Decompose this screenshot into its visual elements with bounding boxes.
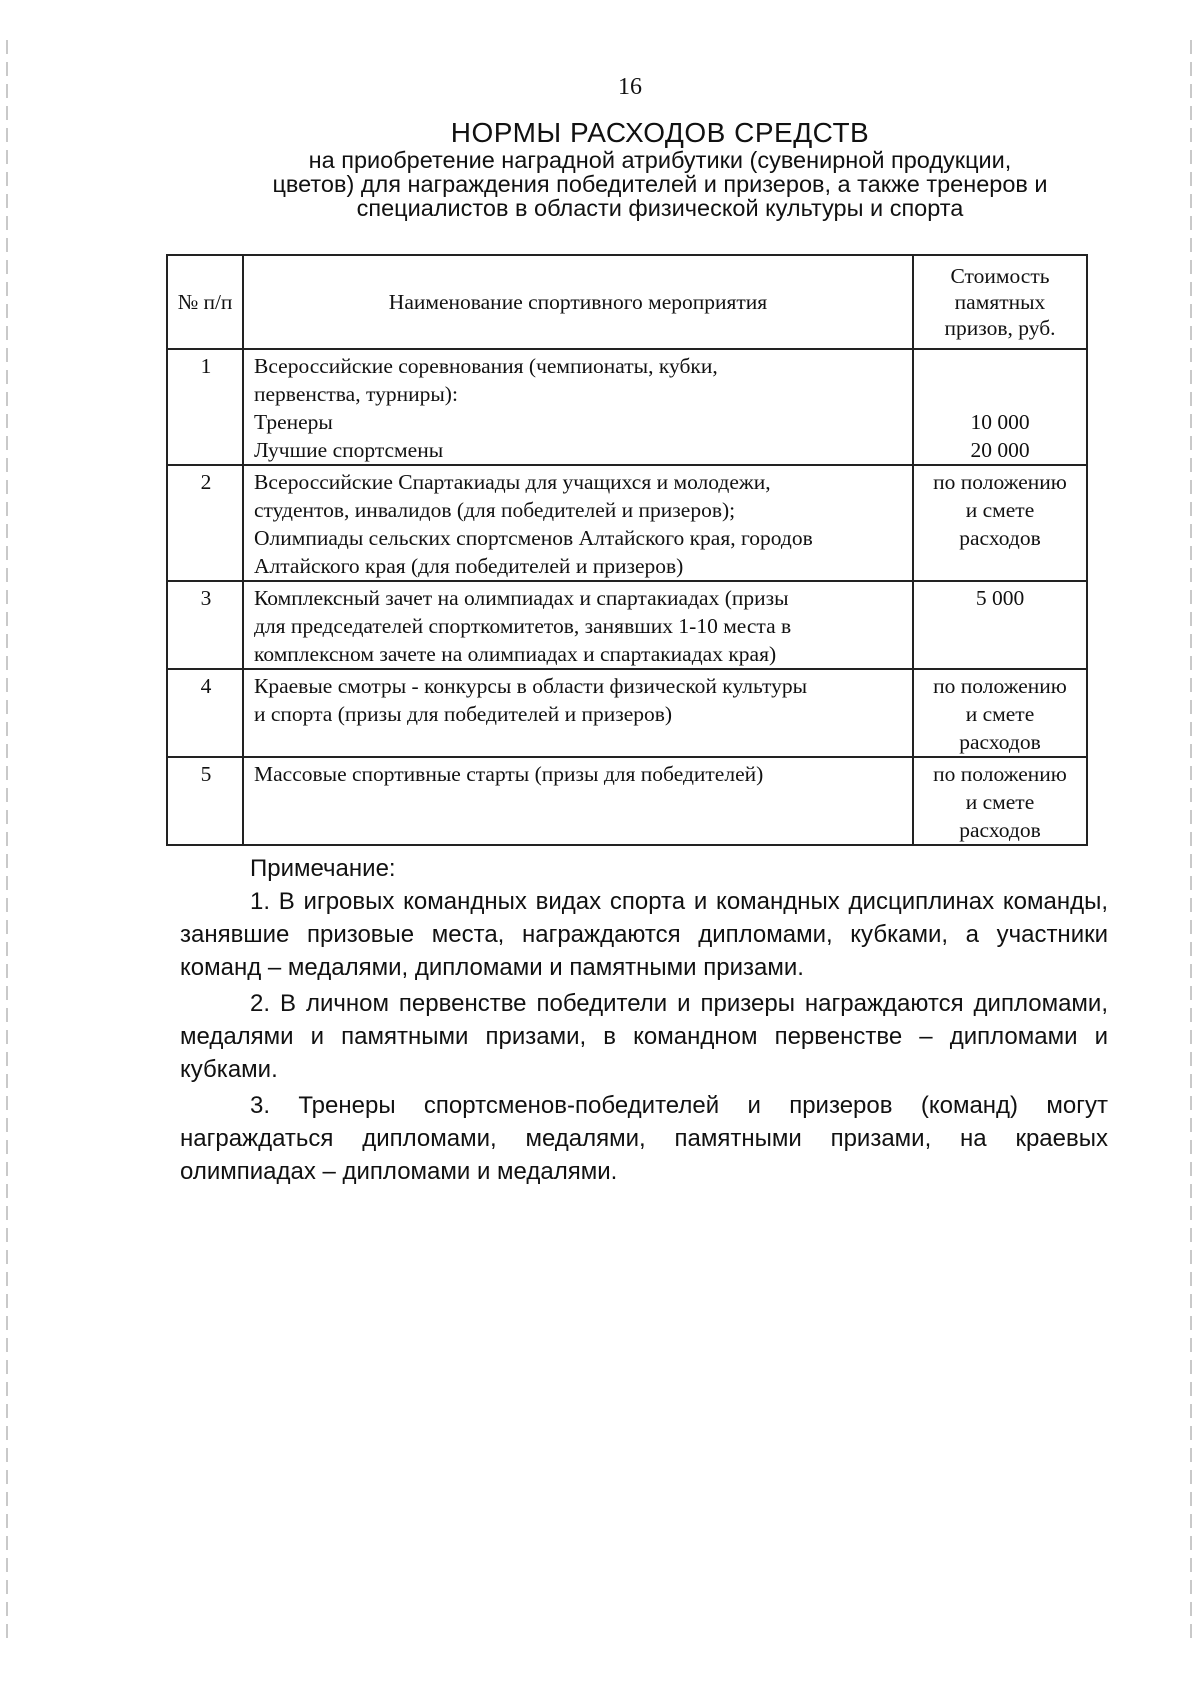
scan-edge-left [6, 40, 8, 1640]
event-name-line: Олимпиады сельских спортсменов Алтайского края, городов [254, 526, 813, 550]
document-subtitle-line: на приобретение наградной атрибутики (сувенирной продукции, [308, 147, 1012, 173]
cost-line: по положению [933, 674, 1067, 698]
table-header-row [167, 255, 1087, 349]
event-name-line: Всероссийские Спартакиады для учащихся и молодежи, [254, 470, 771, 494]
document-title: НОРМЫ РАСХОДОВ СРЕДСТВ [450, 117, 870, 148]
note-item: 3. Тренеры спортсменов-победителей и призеров (команд) могут награждаться дипломами, медалями, памятными призами, на краевых олимпиадах – дипломами и медалями. [180, 1092, 1108, 1185]
cost-line: по положению [933, 762, 1067, 786]
event-name-line: Тренеры [254, 410, 333, 434]
page-number: 16 [618, 74, 642, 100]
header-cost-line: памятных [954, 290, 1046, 314]
event-name-line: Массовые спортивные старты (призы для победителей) [254, 762, 764, 786]
row-number: 3 [167, 581, 243, 669]
cost-line: расходов [959, 526, 1041, 550]
scan-edge-right [1190, 40, 1192, 1640]
event-name-line: Лучшие спортсмены [254, 438, 444, 462]
cost-line: расходов [959, 818, 1041, 842]
row-cost [913, 349, 1087, 465]
event-name-line: Всероссийские соревнования (чемпионаты, кубки, [254, 354, 718, 378]
row-cost [913, 669, 1087, 757]
event-name-line: Комплексный зачет на олимпиадах и спартакиадах (призы [254, 586, 789, 610]
header-number: № п/п [167, 255, 243, 349]
header-cost-line: призов, руб. [944, 316, 1056, 340]
row-event-name [243, 669, 913, 757]
cost-line: и смете [965, 702, 1035, 726]
cost-line: расходов [959, 730, 1041, 754]
event-name-line: для председателей спорткомитетов, занявших 1-10 места в [254, 614, 792, 638]
table-row [167, 349, 1087, 465]
document-heading [230, 118, 1090, 220]
row-number: 4 [167, 669, 243, 757]
cost-line: 5 000 [975, 586, 1025, 610]
cost-line: по положению [933, 470, 1067, 494]
row-number: 5 [167, 757, 243, 845]
cost-line: 20 000 [970, 438, 1030, 462]
table-row [167, 465, 1087, 581]
row-cost [913, 581, 1087, 669]
header-event-name: Наименование спортивного мероприятия [243, 255, 913, 349]
cost-line: и смете [965, 790, 1035, 814]
table-row [167, 757, 1087, 845]
notes-title: Примечание: [250, 855, 396, 882]
notes-section [180, 852, 1108, 1191]
cost-line: и смете [965, 498, 1035, 522]
row-cost [913, 757, 1087, 845]
header-cost [913, 255, 1087, 349]
cost-line: 10 000 [970, 410, 1030, 434]
table-row [167, 669, 1087, 757]
note-item: 1. В игровых командных видах спорта и командных дисциплинах команды, занявшие призовые места, награждаются дипломами, кубками, а участники команд – медалями, дипломами и памятными призами. [180, 888, 1108, 981]
note-item: 2. В личном первенстве победители и призеры награждаются дипломами, медалями и памятными призами, в командном первенстве – дипломами и кубками. [180, 990, 1108, 1083]
row-event-name [243, 757, 913, 845]
row-number: 1 [167, 349, 243, 465]
document-subtitle-line: цветов) для награждения победителей и призеров, а также тренеров и [272, 171, 1048, 197]
event-name-line: первенства, турниры): [254, 382, 458, 406]
row-event-name [243, 465, 913, 581]
document-subtitle-line: специалистов в области физической культуры и спорта [356, 195, 964, 221]
row-event-name [243, 581, 913, 669]
header-cost-line: Стоимость [950, 264, 1050, 288]
event-name-line: студентов, инвалидов (для победителей и призеров); [254, 498, 736, 522]
row-cost [913, 465, 1087, 581]
table-row [167, 581, 1087, 669]
event-name-line: комплексном зачете на олимпиадах и спартакиадах края) [254, 642, 777, 666]
event-name-line: Краевые смотры - конкурсы в области физической культуры [254, 674, 808, 698]
norms-table [166, 254, 1088, 846]
event-name-line: и спорта (призы для победителей и призеров) [254, 702, 673, 726]
row-event-name [243, 349, 913, 465]
row-number: 2 [167, 465, 243, 581]
event-name-line: Алтайского края (для победителей и призеров) [254, 554, 684, 578]
